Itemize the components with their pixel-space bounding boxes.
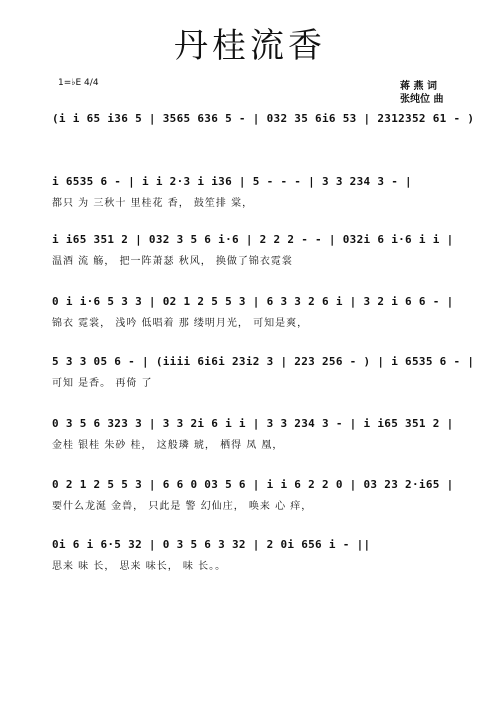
notes-line: 0 i i·6 5 3 3 | 02 1 2 5 5 3 | 6 3 3 2 6 i | 3 2 i 6 6 - | [52, 295, 454, 308]
notes-line: i 6535 6 - | i i 2·3 i i36 | 5 - - - | 3 3 234 3 - | [52, 175, 412, 188]
lyrics-line: 锦衣 霓裳， 浅吟 低唱着 那 缕明月光， 可知是爽， [52, 318, 309, 329]
intro-system [52, 112, 475, 125]
lyrics-line: 温酒 流 觞， 把一阵萧瑟 秋风， 换做了锦衣霓裳 [52, 256, 293, 267]
system-3 [52, 295, 468, 329]
notes-line: 5 3 3 05 6 - | (iiii 6i6i 23i2 3 | 223 256 - ) | i 6535 6 - | [52, 355, 475, 368]
notes-line: i i65 351 2 | 032 3 5 6 i·6 | 2 2 2 - - | 032i 6 i·6 i i | [52, 233, 454, 246]
lyrics-line: 思来 味 长， 思来 味长， 味 长。。 [52, 561, 227, 572]
lyrics-line: 金桂 银桂 朱砂 桂， 这般璘 琥， 栖得 凤 凰， [52, 440, 284, 451]
page-title: 丹桂流香 [174, 26, 326, 66]
notes-line: 0i 6 i 6·5 32 | 0 3 5 6 3 32 | 2 0i 656 i - || [52, 538, 371, 551]
intro-notes: (i i 65 i36 5 | 3565 636 5 - | 032 35 6i6 53 | 2312352 61 - ) [52, 112, 475, 125]
lyricist: 蒋 燕 词 [400, 81, 437, 92]
notes-line: 0 2 1 2 5 5 3 | 6 6 0 03 5 6 | i i 6 2 2 0 | 03 23 2·i65 | [52, 478, 454, 491]
notes-line: 0 3 5 6 323 3 | 3 3 2i 6 i i | 3 3 234 3 - | i i65 351 2 | [52, 417, 454, 430]
lyrics-line: 可知 是香。 再倚 了 [52, 378, 153, 389]
lyrics-line: 都只 为 三秋十 里桂花 香， 鼓笙排 棠， [52, 198, 254, 209]
system-5 [52, 417, 468, 451]
composer: 张纯位 曲 [400, 94, 444, 105]
system-6 [52, 478, 468, 512]
system-2 [52, 233, 468, 267]
system-1 [52, 175, 468, 209]
system-4 [52, 355, 475, 389]
system-7 [52, 538, 468, 572]
credits [400, 80, 443, 106]
lyrics-line: 要什么龙涎 金兽， 只此是 警 幻仙庄， 唤来 心 痒， [52, 501, 313, 512]
key-signature: 1=♭E 4/4 [58, 78, 99, 88]
